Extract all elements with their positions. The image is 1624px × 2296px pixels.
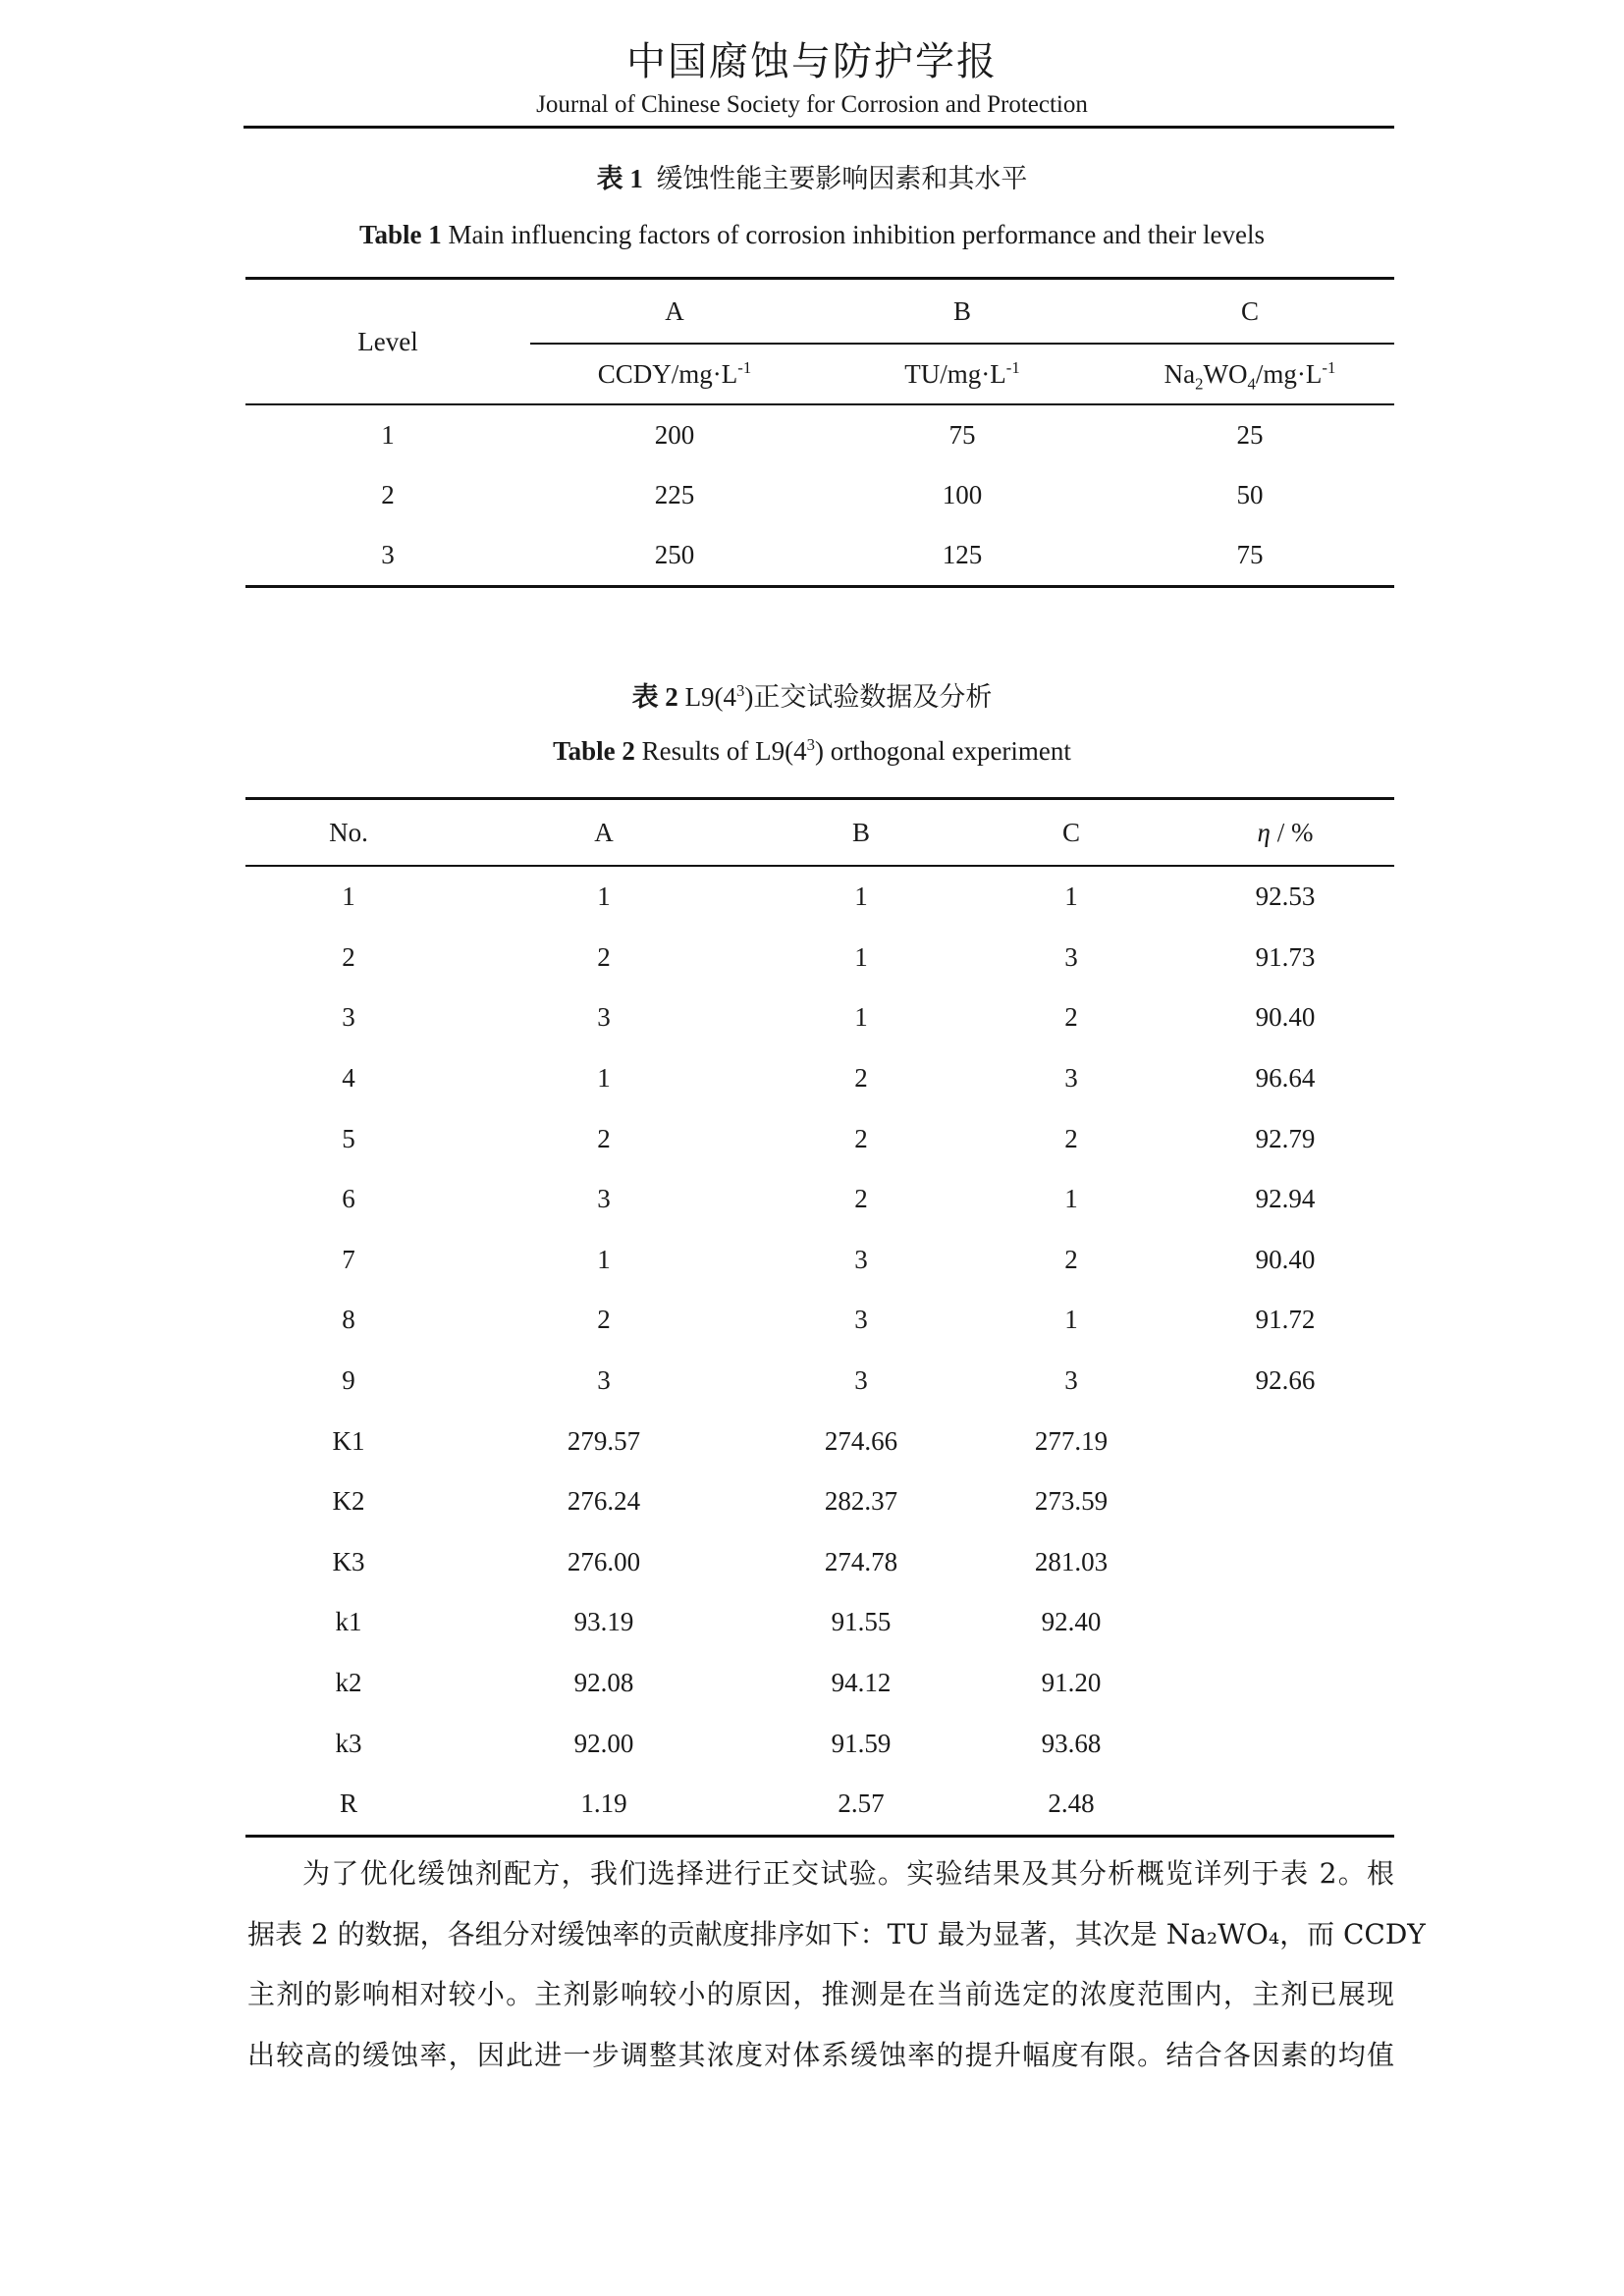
table2-row (245, 1230, 1394, 1291)
table2-cell: 3 (1064, 941, 1078, 972)
table2-cell: 2 (1064, 1002, 1078, 1033)
table2-cell: 3 (597, 1365, 611, 1396)
table2-cell: 96.64 (1255, 1063, 1316, 1094)
factor-name-b: $TU/mg\cdot L^{-1}$ (819, 344, 1106, 404)
table1-title-cn: 缓蚀性能主要影响因素和其水平 (656, 164, 1028, 193)
table2-cell: 1 (1064, 1305, 1078, 1335)
paragraph-line: 为了优化缓蚀剂配方，我们选择进行正交试验。实验结果及其分析概览详列于表 2。根 (302, 1857, 1394, 1890)
paragraph-line: 据表 2 的数据，各组分对缓蚀率的贡献度排序如下：TU 最为显著，其次是 Na₂WO₄，而 CCDY (247, 1917, 1426, 1950)
table2-cell: 3 (1064, 1365, 1078, 1396)
table2-caption-en (0, 736, 1624, 767)
table2-cell (1176, 1653, 1394, 1714)
body-paragraph (247, 1843, 1426, 2085)
table2-cell: 281.03 (1034, 1546, 1109, 1576)
table2-cell: 282.37 (824, 1486, 898, 1517)
table2-cell: 2 (597, 941, 611, 972)
table2-cell: 3 (597, 1002, 611, 1033)
table2 (245, 797, 1394, 1838)
table2-cell: 1 (1064, 881, 1078, 912)
table2-cell: 3 (854, 1305, 868, 1335)
table2-cell: 1 (597, 881, 611, 912)
table2-cell: 91.73 (1255, 941, 1316, 972)
table1-row: 1 200 75 25 (381, 420, 1264, 450)
table2-cell: 6 (342, 1184, 355, 1214)
table2-row (245, 928, 1394, 988)
table2-cell: 2 (854, 1184, 868, 1214)
table2-cell: 276.00 (567, 1546, 641, 1576)
table2-cell (1176, 1713, 1394, 1774)
factor-letter-a: A (530, 279, 819, 345)
table2-cell: k3 (335, 1728, 362, 1758)
table2-cell: 1 (597, 1063, 611, 1094)
table2-cell: 2 (1064, 1244, 1078, 1274)
table2-row (245, 1169, 1394, 1230)
table1-caption-en (0, 220, 1624, 250)
table2-cell: 276.24 (567, 1486, 641, 1517)
factor-name-c: $Na_2WO_4/mg\cdot L^{-1}$ (1106, 344, 1394, 404)
table2-cell: 91.55 (831, 1607, 892, 1637)
table2-cell (1176, 1774, 1394, 1836)
table2-cell: 273.59 (1034, 1486, 1109, 1517)
table2-cell: 1 (1064, 1184, 1078, 1214)
table2-cell: R (245, 1774, 452, 1836)
table2-cell: 2 (597, 1123, 611, 1153)
table2-cell: 3 (854, 1365, 868, 1396)
table2-cell: 92.00 (573, 1728, 634, 1758)
table1-row: 3 250 125 75 (245, 525, 1394, 587)
table2-cell (1176, 1532, 1394, 1593)
table2-cell: 91.59 (831, 1728, 892, 1758)
table2-cell: 2 (854, 1123, 868, 1153)
table2-row (245, 1532, 1394, 1593)
table2-cell: 2 (597, 1305, 611, 1335)
table2-cell: 92.79 (1255, 1123, 1316, 1153)
factor-letter-c: C (1106, 279, 1394, 345)
table2-cell: 92.08 (573, 1668, 634, 1698)
table2-row (245, 988, 1394, 1048)
table1-label-en: Table 1 (358, 220, 442, 249)
table2-cell (1176, 1411, 1394, 1471)
table2-cell: 1 (854, 1002, 868, 1033)
table1-label-cn: 表 1 (596, 164, 643, 193)
table2-cell: 1 (854, 881, 868, 912)
table1-header-row (245, 279, 1394, 345)
table2-row (245, 1048, 1394, 1109)
table2-row (245, 1411, 1394, 1471)
table2-cell: 277.19 (1034, 1425, 1109, 1456)
table2-row (245, 1290, 1394, 1351)
table2-caption-cn (0, 675, 1624, 714)
table2-row (245, 1592, 1394, 1653)
table2-row (245, 1108, 1394, 1169)
table2-cell: k2 (335, 1668, 362, 1698)
table2-cell: 93.19 (573, 1607, 634, 1637)
table2-header-cell: η / % (1176, 799, 1394, 867)
table2-row (245, 1351, 1394, 1412)
table2-cell: k1 (335, 1607, 362, 1637)
table1 (245, 277, 1394, 588)
header-divider (244, 126, 1394, 129)
table2-cell: 3 (854, 1244, 868, 1274)
table2-cell: 2.48 (966, 1774, 1176, 1836)
table2-row (245, 1713, 1394, 1774)
table2-cell: K2 (332, 1486, 365, 1517)
journal-title-cn: 中国腐蚀与防护学报 (626, 39, 998, 83)
table2-cell: 90.40 (1255, 1002, 1316, 1033)
table2-title-en: Results of $L9(4^3)$ orthogonal experiment (641, 735, 1071, 766)
table2-row (245, 1653, 1394, 1714)
table2-cell: 91.72 (1255, 1305, 1316, 1335)
table2-title-cn: $L9(4^3)$正交试验数据及分析 (684, 681, 993, 712)
table2-row (245, 1471, 1394, 1532)
table2-row (245, 866, 1394, 928)
table2-cell: 2 (342, 941, 355, 972)
table2-cell: 274.66 (824, 1425, 898, 1456)
table2-cell: 92.94 (1255, 1184, 1316, 1214)
table2-cell: 3 (1064, 1063, 1078, 1094)
table2-cell: 3 (597, 1184, 611, 1214)
table2-cell: 91.20 (1041, 1668, 1102, 1698)
table2-cell: 2 (1064, 1123, 1078, 1153)
table2-cell: 1 (854, 941, 868, 972)
table2-cell: K1 (332, 1425, 365, 1456)
level-header: Level (245, 279, 530, 405)
paragraph-line: 主剂的影响相对较小。主剂影响较小的原因，推测是在当前选定的浓度范围内，主剂已展现 (247, 1978, 1394, 2010)
table2-header-cell: A (452, 799, 756, 867)
factor-name-a: CCDY/$mg\cdot L^{-1}$ (530, 344, 819, 404)
table1-row: 2 225 100 50 (381, 480, 1264, 509)
table1-title-en: Main influencing factors of corrosion inhibition performance and their levels (448, 220, 1266, 249)
table2-cell: 90.40 (1255, 1244, 1316, 1274)
table2-cell: 1.19 (452, 1774, 756, 1836)
table1-caption-cn (0, 157, 1624, 195)
table2-cell: 9 (342, 1365, 355, 1396)
table2-header-cell: C (966, 799, 1176, 867)
table2-cell: 274.78 (824, 1546, 898, 1576)
table2-cell: 2.57 (756, 1774, 966, 1836)
table2-cell: 3 (342, 1002, 355, 1033)
journal-title-en: Journal of Chinese Society for Corrosion and Protection (536, 91, 1088, 118)
table2-cell: 279.57 (567, 1425, 641, 1456)
table2-label-cn: 表 2 (631, 682, 678, 712)
table2-row (245, 1774, 1394, 1836)
paragraph-line: 出较高的缓蚀率，因此进一步调整其浓度对体系缓蚀率的提升幅度有限。结合各因素的均值 (247, 2038, 1394, 2071)
table2-cell: 2 (854, 1063, 868, 1094)
table2-cell: 92.53 (1255, 881, 1316, 912)
table2-header-cell: No. (245, 799, 452, 867)
table2-cell: 94.12 (831, 1668, 892, 1698)
table2-cell: 8 (342, 1305, 355, 1335)
table2-header-cell: B (756, 799, 966, 867)
table2-cell: 1 (342, 881, 355, 912)
table2-cell (1176, 1471, 1394, 1532)
factor-letter-b: B (819, 279, 1106, 345)
table2-cell: 5 (342, 1123, 355, 1153)
table2-cell: 1 (597, 1244, 611, 1274)
table2-cell: K3 (332, 1546, 365, 1576)
table2-header-row (245, 799, 1394, 867)
table2-cell: 4 (342, 1063, 355, 1094)
table2-cell: 92.40 (1041, 1607, 1102, 1637)
table2-cell (1176, 1592, 1394, 1653)
journal-header (0, 37, 1624, 122)
table2-label-en: Table 2 (553, 736, 635, 766)
table2-cell: 92.66 (1255, 1365, 1316, 1396)
table2-cell: 7 (342, 1244, 355, 1274)
table2-cell: 93.68 (1041, 1728, 1102, 1758)
